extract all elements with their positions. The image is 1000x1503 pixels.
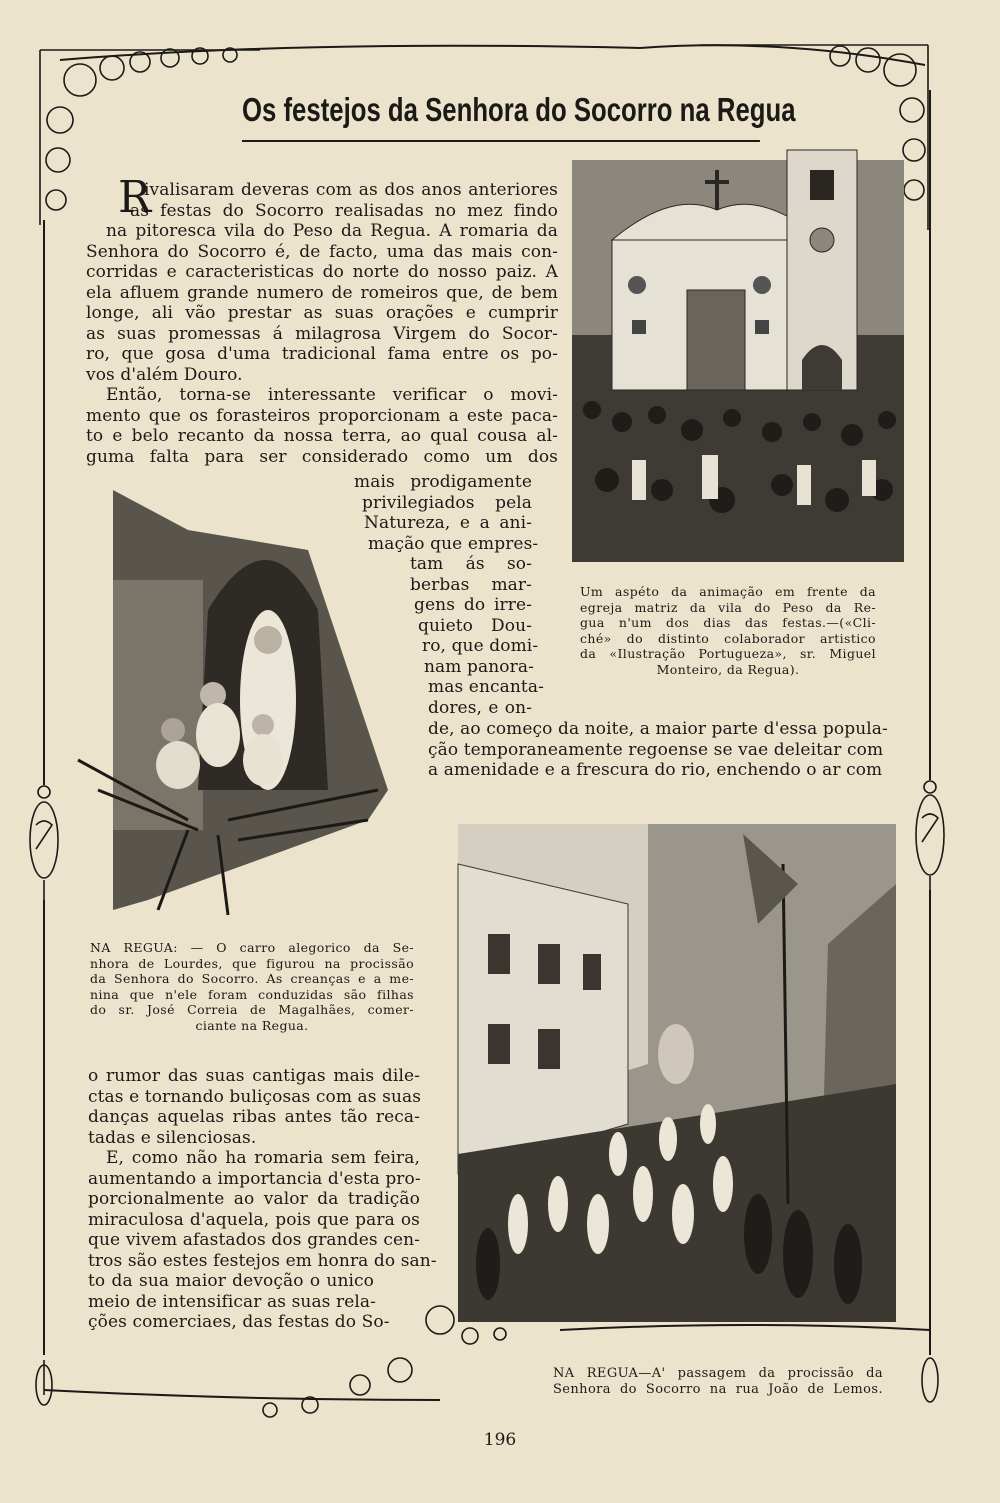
drop-cap: R <box>118 172 152 223</box>
text-line: E, como não ha romaria sem feira, <box>106 1148 420 1168</box>
text-line: corridas e caracteristicas do norte do nosso paiz. A <box>86 262 558 282</box>
church-illustration <box>572 160 904 562</box>
text-line: Então, torna-se interessante verificar o movi- <box>106 385 558 405</box>
text-line: guma falta para ser considerado como um dos <box>86 446 558 467</box>
text-line: berbas mar- <box>410 574 532 595</box>
text-line: gens do irre- <box>414 595 532 615</box>
church-photo-caption <box>580 584 876 677</box>
text-line: Senhora do Socorro é, de facto, uma das mais con- <box>86 241 558 262</box>
caption-line: da Senhora do Socorro. As creanças e a me- <box>90 971 414 986</box>
text-line: ela afluem grande numero de romeiros que, de bem <box>86 282 558 303</box>
text-line: ro, que gosa d'uma tradicional fama entre os po- <box>86 344 558 364</box>
text-line: porcionalmente ao valor da tradição <box>88 1189 420 1209</box>
caption-line: ché» do distinto colaborador artistico <box>580 630 876 646</box>
article-body-continuation <box>428 719 888 781</box>
text-line: tros são estes festejos em honra do san- <box>88 1250 437 1271</box>
text-line: miraculosa d'aquela, pois que para os <box>88 1209 420 1230</box>
float-illustration <box>68 490 388 920</box>
article-body-narrow <box>352 472 544 718</box>
text-line: longe, ali vão prestar as suas orações e cumprir <box>86 303 558 323</box>
pendant-ornament-right <box>916 781 944 890</box>
text-line: a amenidade e a frescura do rio, enchendo o ar com <box>428 760 883 780</box>
text-line: ções comerciaes, das festas do So- <box>88 1312 390 1332</box>
text-line: privilegiados pela <box>362 492 532 513</box>
text-line: mação que empres- <box>368 533 539 554</box>
text-line: nam panora- <box>424 656 534 677</box>
text-line: as suas promessas á milagrosa Virgem do Socor- <box>86 323 558 344</box>
caption-line: Monteiro, da Regua). <box>656 661 800 677</box>
article-title: Os festejos da Senhora do Socorro na Regua <box>242 88 760 142</box>
text-line: mento que os forasteiros proporcionam a este paca- <box>86 405 558 426</box>
text-line: de, ao começo da noite, a maior parte d'essa popula- <box>428 719 888 739</box>
procession-photo <box>458 824 896 1322</box>
caption-line: nina que n'ele foram conduzidas são filhas <box>90 986 414 1002</box>
caption-line: da «Ilustração Portugueza», sr. Miguel <box>580 646 876 661</box>
float-photo-caption <box>90 940 414 1033</box>
text-line: meio de intensificar as suas rela- <box>88 1291 377 1312</box>
text-line: ção temporaneamente regoense se vae deleitar com <box>428 739 884 760</box>
text-line: as festas do Socorro realisadas no mez findo <box>130 200 558 221</box>
text-line: quieto Dou- <box>418 615 532 636</box>
caption-line: NA REGUA—A' passagem da procissão da <box>553 1366 883 1381</box>
procession-photo-caption <box>553 1366 883 1397</box>
page-number: 196 <box>483 1430 517 1450</box>
text-line: dores, e on- <box>428 697 532 718</box>
text-line: mas encanta- <box>428 677 544 697</box>
text-line: que vivem afastados dos grandes cen- <box>88 1230 420 1250</box>
text-line: tadas e silenciosas. <box>88 1127 257 1148</box>
article-body-bottom <box>88 1066 437 1333</box>
text-line: mais prodigamente <box>354 472 532 492</box>
article-body-top <box>86 180 558 467</box>
caption-line: nhora de Lourdes, que figurou na procissão <box>90 955 414 971</box>
procession-illustration <box>458 824 896 1322</box>
caption-line: Senhora do Socorro na rua João de Lemos. <box>553 1381 883 1397</box>
text-line: tam ás so- <box>410 554 532 574</box>
caption-line: do sr. José Correia de Magalhães, comer- <box>90 1002 414 1017</box>
text-line: to da sua maior devoção o unico <box>88 1271 374 1291</box>
text-line: aumentando a importancia d'esta pro- <box>88 1168 421 1189</box>
caption-line: egreja matriz da vila do Peso da Re- <box>580 599 876 615</box>
church-photo <box>572 160 904 562</box>
text-line: danças aquelas ribas antes tão reca- <box>88 1107 420 1127</box>
text-line: vos d'além Douro. <box>86 364 243 385</box>
pendant-ornament-left <box>30 786 58 900</box>
caption-line: ciante na Regua. <box>195 1017 309 1033</box>
caption-line: gua n'um dos dias das festas.—(«Cli- <box>580 615 876 630</box>
text-line: o rumor das suas cantigas mais dile- <box>88 1066 420 1086</box>
caption-line: NA REGUA: — O carro alegorico da Se- <box>90 940 414 955</box>
float-photo <box>68 490 388 920</box>
text-line: na pitoresca vila do Peso da Regua. A romaria da <box>106 221 558 241</box>
text-line: to e belo recanto da nossa terra, ao qual cousa al- <box>86 426 558 446</box>
text-line: ro, que domi- <box>422 636 539 656</box>
text-line: Natureza, e a ani- <box>364 513 532 533</box>
text-line: ctas e tornando buliçosas com as suas <box>88 1086 422 1107</box>
caption-line: Um aspéto da animação em frente da <box>580 584 876 599</box>
text-line: ivalisaram deveras com as dos anos anteriores <box>144 180 558 200</box>
